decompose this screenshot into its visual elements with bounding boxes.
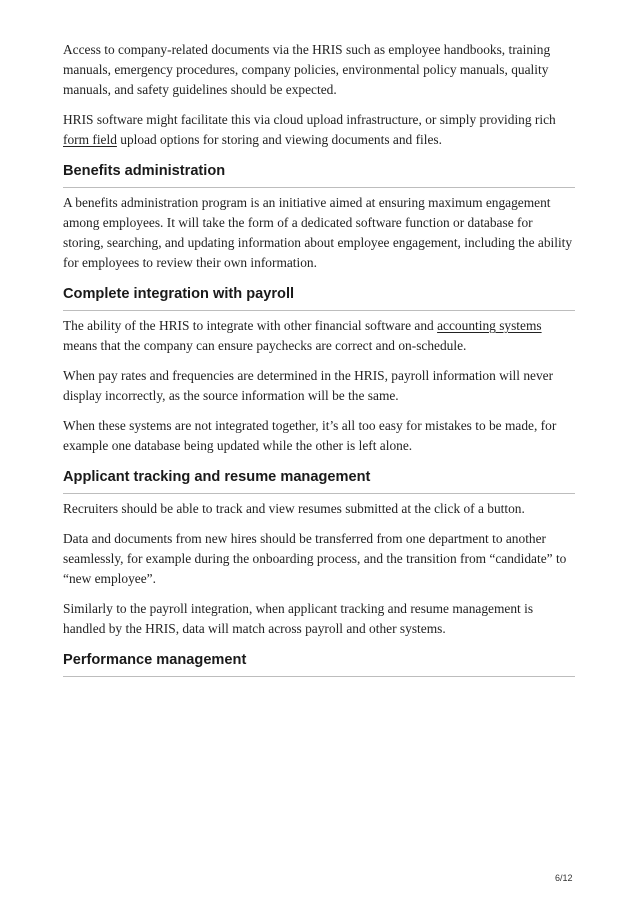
paragraph-applicant-3: Similarly to the payroll integration, when applicant tracking and resume management is handled by the HRIS, data will match across payroll and other systems. [63,601,534,636]
page-number: 6/12 [555,873,573,883]
text-span: HRIS software might facilitate this via cloud upload infrastructure, or simply providing rich [63,112,556,127]
paragraph-payroll-3: When these systems are not integrated together, it’s all too easy for mistakes to be made, for example one database being updated while the other is left alone. [63,418,557,453]
paragraph-payroll-2: When pay rates and frequencies are determined in the HRIS, payroll information will never display incorrectly, as the source information will be the same. [63,368,554,403]
paragraph-payroll-1 [63,316,575,356]
heading-benefits-administration: Benefits administration [63,162,575,188]
accounting-systems-link[interactable]: accounting systems [437,318,542,333]
heading-applicant-tracking: Applicant tracking and resume management [63,468,575,494]
paragraph-applicant-2: Data and documents from new hires should be transferred from one department to another seamlessly, for example during the onboarding process, and the transition from “candidate” to “new employee”. [63,531,567,586]
heading-payroll-integration: Complete integration with payroll [63,285,575,311]
form-field-link[interactable]: form field [63,132,117,147]
document-page [63,40,575,682]
paragraph-applicant-1: Recruiters should be able to track and view resumes submitted at the click of a button. [63,501,525,516]
text-span: The ability of the HRIS to integrate with other financial software and [63,318,438,333]
text-span: upload options for storing and viewing documents and files. [116,132,442,147]
heading-performance-management: Performance management [63,651,575,677]
text-span: means that the company can ensure paychecks are correct and on-schedule. [63,338,467,353]
paragraph-benefits: A benefits administration program is an initiative aimed at ensuring maximum engagement among employees. It will take the form of a dedicated software function or database for storing, searching, and updating information about employee engagement, including the ability for employees to review their own information. [63,195,573,270]
paragraph-documents-access: Access to company-related documents via the HRIS such as employee handbooks, training manuals, emergency procedures, company policies, environmental policy manuals, quality manuals, and safety guidelines should be expected. [63,42,551,97]
paragraph-hris-upload [63,110,575,150]
